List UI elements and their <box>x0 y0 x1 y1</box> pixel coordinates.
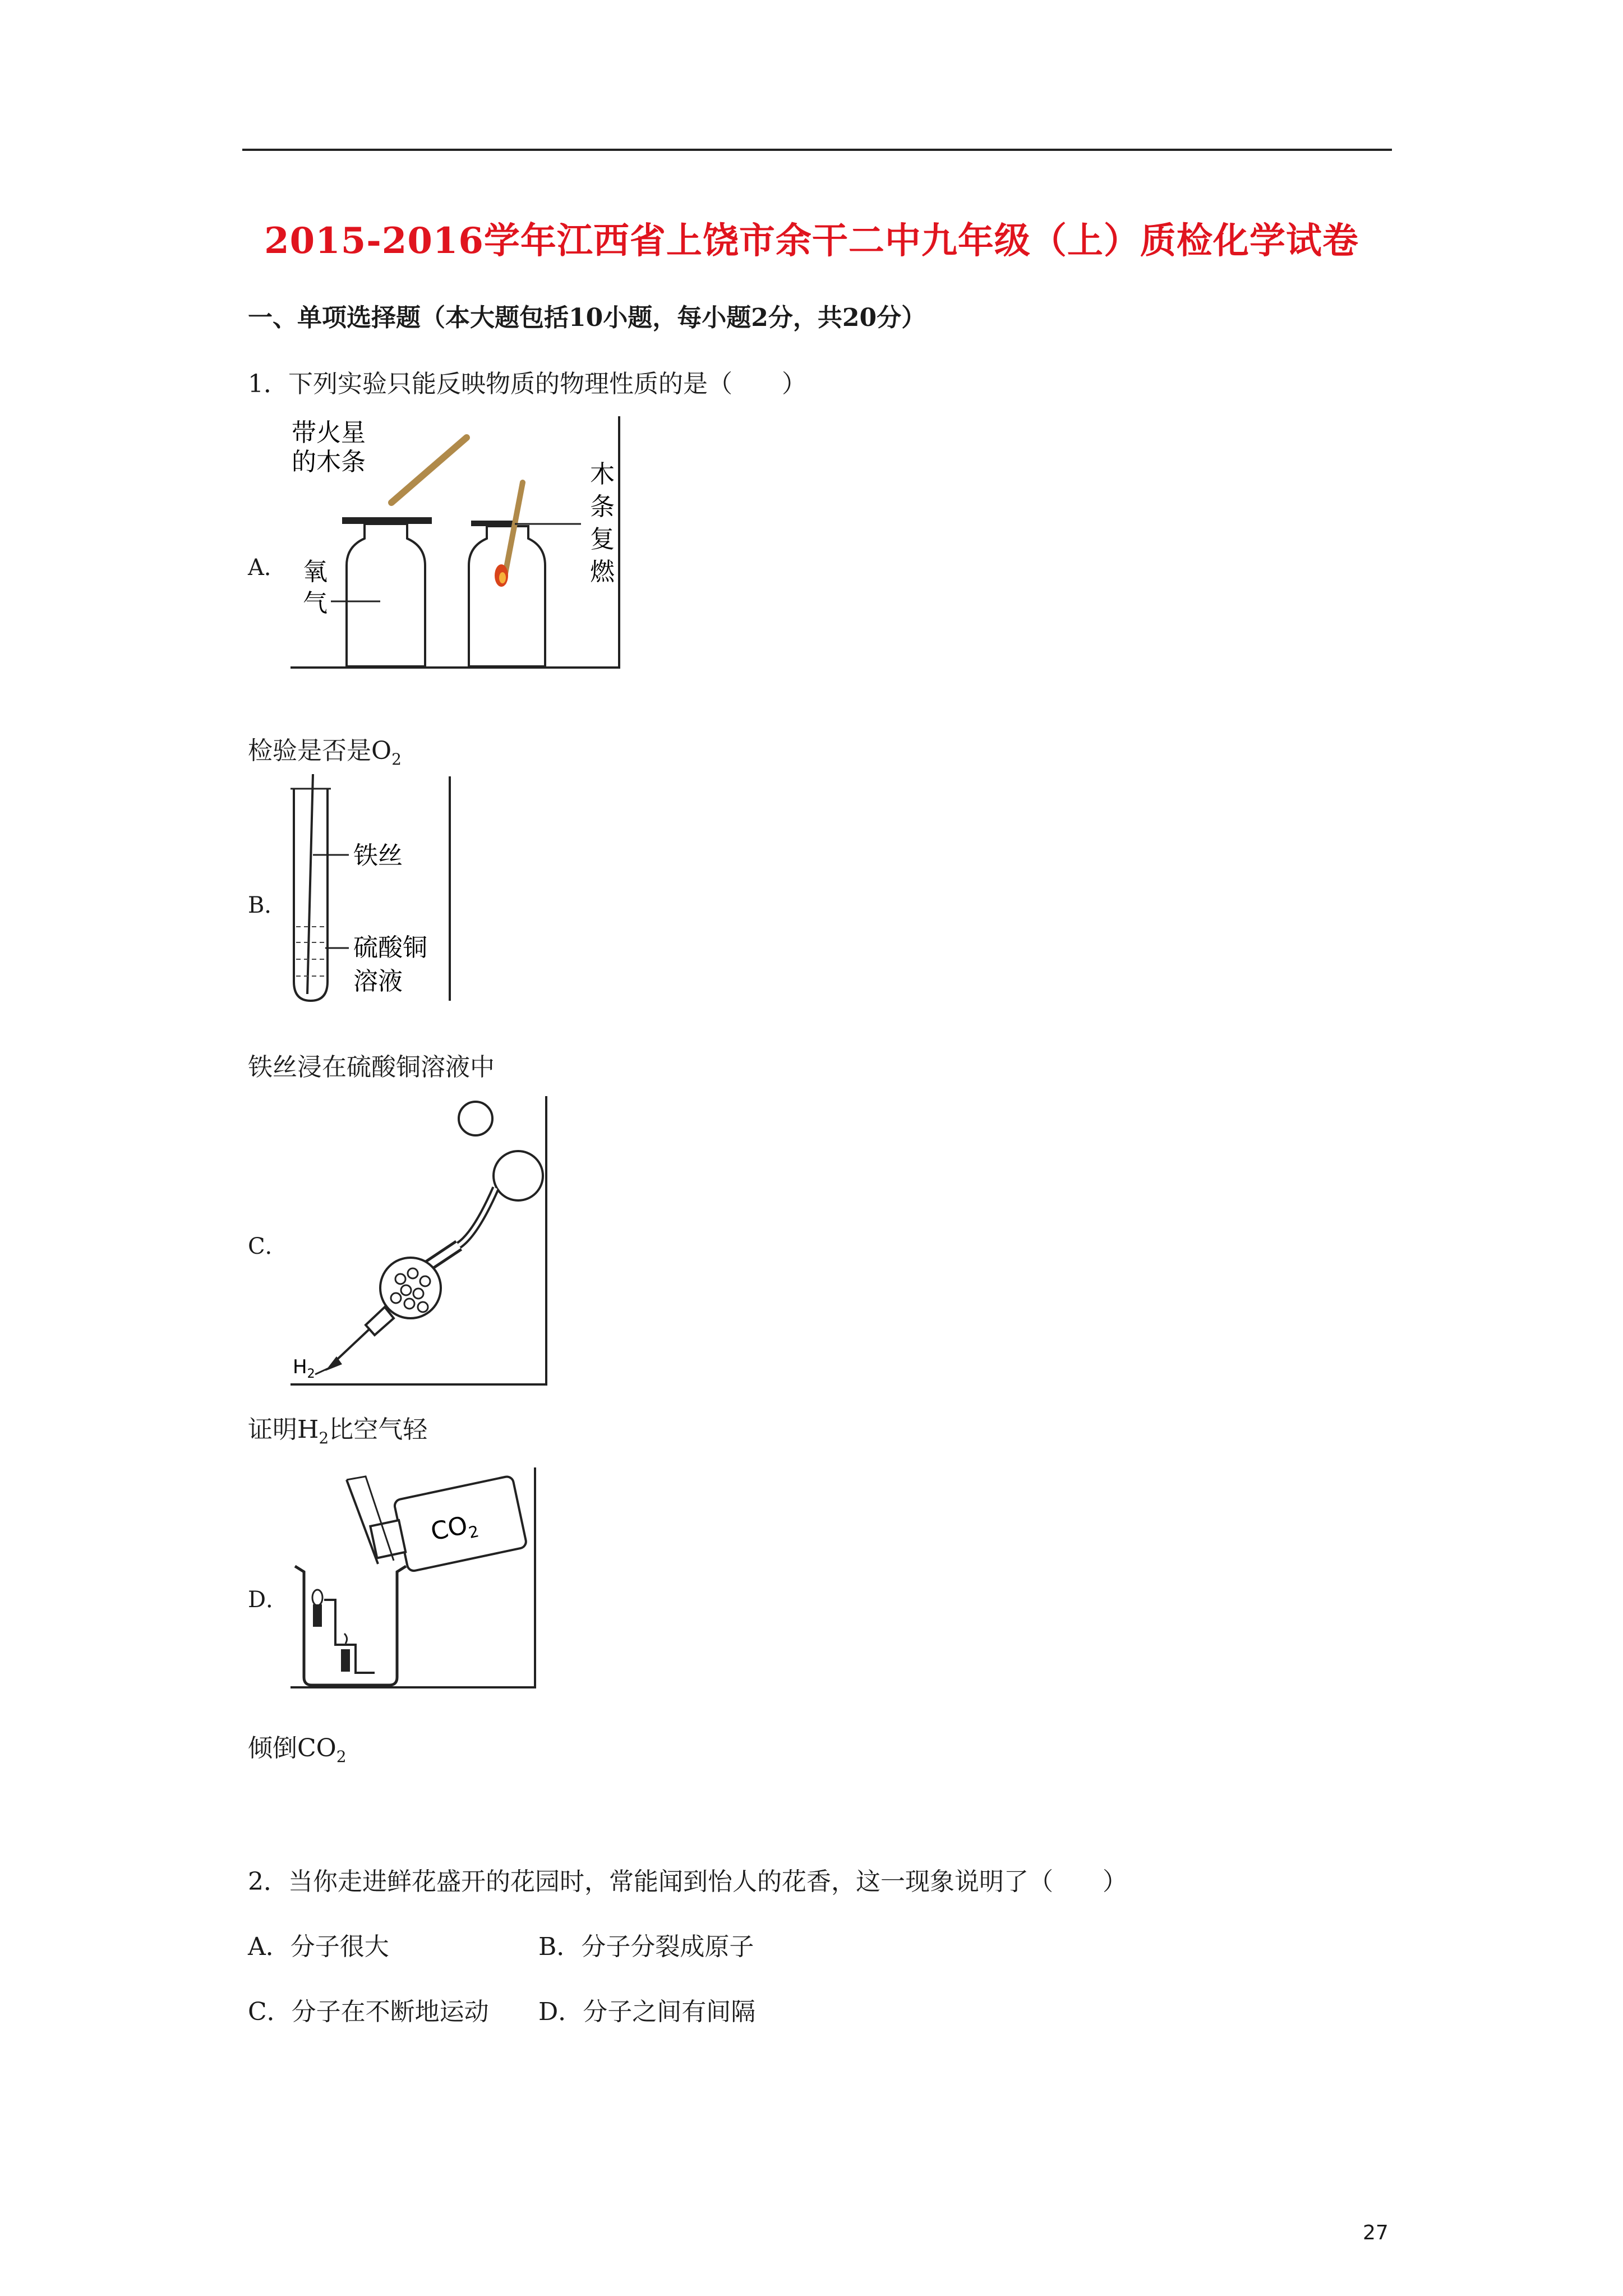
question-1-stem: 1．下列实验只能反映物质的物理性质的是（ ） <box>248 370 806 398</box>
fig-c-h-label: $H_2$ <box>293 1356 315 1381</box>
option-a-label: A． <box>248 555 287 581</box>
fig-a-label-2: 的木条 <box>292 448 366 476</box>
fig-a-right-4: 燃 <box>590 558 615 586</box>
fig-a-right-3: 复 <box>590 525 615 554</box>
option-b-caption: 铁丝浸在硫酸铜溶液中 <box>248 1053 495 1082</box>
fig-a-gas-1: 氧 <box>303 558 328 586</box>
option-d-label: D． <box>248 1587 289 1613</box>
option-b-label: B． <box>248 892 287 918</box>
fig-d-co2-label: $CO_2$ <box>428 1511 481 1547</box>
fig-b-wire-label: 铁丝 <box>353 841 403 870</box>
question-2-option-b: B．分子分裂成原子 <box>538 1932 754 1961</box>
question-2-option-d: D．分子之间有间隔 <box>538 1998 756 2026</box>
question-2-stem: 2．当你走进鲜花盛开的花园时，常能闻到怡人的花香，这一现象说明了（ ） <box>248 1867 1127 1896</box>
option-a-caption: 检验是否是$O_2$ <box>248 737 402 769</box>
fig-b-sol-label-1: 硫酸铜 <box>353 933 427 962</box>
option-d-caption: 倾倒$CO_2$ <box>248 1734 347 1766</box>
figure-d-pour-co2 <box>291 1465 538 1691</box>
header-rule <box>242 149 1392 151</box>
figure-b-iron-wire <box>291 774 454 1005</box>
page-number: 27 <box>1363 2221 1389 2244</box>
fig-a-right-2: 条 <box>590 493 615 521</box>
option-c-caption: 证明$H_2$比空气轻 <box>248 1415 428 1447</box>
page-title: 2015-2016学年江西省上饶市余干二中九年级（上）质检化学试卷 <box>264 220 1359 262</box>
option-c-label: C． <box>248 1234 288 1259</box>
fig-a-right-1: 木 <box>590 460 615 489</box>
question-2-option-a: A．分子很大 <box>248 1932 389 1961</box>
fig-a-gas-2: 气 <box>303 589 328 618</box>
figure-a-oxygen-test <box>291 414 623 670</box>
section-heading: 一、单项选择题（本大题包括10小题，每小题2分，共20分） <box>248 303 926 332</box>
figure-c-hydrogen-balloon <box>291 1094 550 1387</box>
question-2-option-c: C．分子在不断地运动 <box>248 1998 489 2026</box>
fig-b-sol-label-2: 溶液 <box>353 967 403 996</box>
fig-a-label-1: 带火星 <box>292 418 366 447</box>
